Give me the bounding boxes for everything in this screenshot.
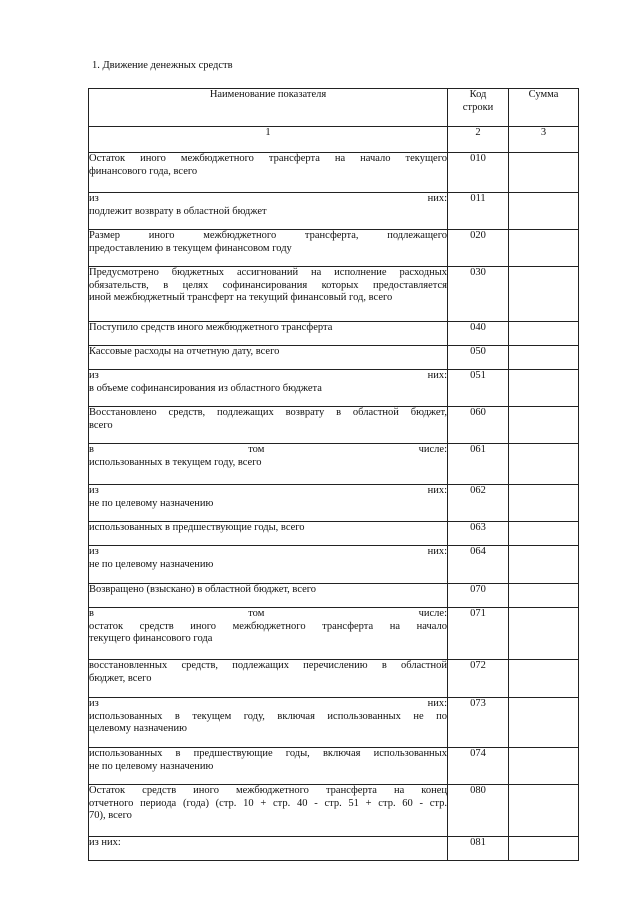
indicator-name-cell [89,193,448,230]
indicator-name-cell [89,444,448,485]
header-row-code [448,89,509,127]
sum-cell[interactable] [509,444,579,485]
indicator-name-cell [89,837,448,861]
row-code-cell: 030 [448,267,509,322]
column-number-2: 2 [448,127,509,153]
table-row [89,546,579,584]
indicator-name-line: финансового года, всего [89,165,198,177]
indicator-name-cell [89,660,448,698]
row-code-cell: 081 [448,837,509,861]
indicator-name-line: отчетного периода (года) (стр. 10 + стр. 40 - стр. 51 + стр. 60 - стр. [89,797,447,809]
row-code-cell: 061 [448,444,509,485]
sum-cell[interactable] [509,584,579,608]
column-number-1: 1 [89,127,448,153]
indicator-name-line: из них: [89,546,447,557]
row-code-cell: 072 [448,660,509,698]
indicator-name-line: всего [89,419,113,431]
sum-cell[interactable] [509,698,579,748]
sum-cell[interactable] [509,346,579,370]
indicator-name-line: из них: [89,485,447,496]
indicator-name-line: в том числе: [89,608,447,619]
header-code-line1: Код [469,89,487,100]
row-code-cell: 071 [448,608,509,660]
row-code-cell: 060 [448,407,509,444]
indicator-name-line: обязательств, в целях софинансирования которых предоставляется [89,279,447,291]
table-row [89,153,579,193]
row-code-cell: 080 [448,785,509,837]
row-code-cell: 010 [448,153,509,193]
sum-cell[interactable] [509,837,579,861]
indicator-name-line: восстановленных средств, подлежащих перечислению в областной [89,660,447,671]
row-code-cell: 073 [448,698,509,748]
row-code-cell: 063 [448,522,509,546]
indicator-name-line: использованных в предшествующие годы, включая использованных [89,748,447,759]
indicator-name-line: целевому назначению [89,723,187,734]
indicator-name-line: из них: [89,370,447,381]
indicator-name-line: не по целевому назначению [89,558,214,570]
indicator-name-cell [89,522,448,546]
indicator-name-cell [89,584,448,608]
indicator-name-line: предоставлению в текущем финансовом году [89,242,292,254]
indicator-name-line: иной межбюджетный трансферт на текущий финансовый год, всего [89,292,393,303]
indicator-name-line: в том числе: [89,444,447,455]
indicator-name-cell [89,153,448,193]
indicator-name-line: бюджет, всего [89,672,152,684]
indicator-name-cell [89,230,448,267]
sum-cell[interactable] [509,485,579,522]
indicator-name-line: Поступило средств иного межбюджетного трансферта [89,322,333,333]
table-row [89,485,579,522]
indicator-name-line: использованных в текущем году, включая использованных не по [89,710,447,722]
row-code-cell: 040 [448,322,509,346]
indicator-name-cell [89,546,448,584]
sum-cell[interactable] [509,785,579,837]
table-row [89,522,579,546]
indicator-name-line: подлежит возврату в областной бюджет [89,205,267,217]
table-row [89,608,579,660]
indicator-name-line: Кассовые расходы на отчетную дату, всего [89,346,280,357]
indicator-name-cell [89,785,448,837]
indicator-name-line: не по целевому назначению [89,760,214,772]
header-sum: Сумма [509,89,579,127]
table-row [89,407,579,444]
table-row [89,322,579,346]
row-code-cell: 050 [448,346,509,370]
indicator-name-line: Остаток иного межбюджетного трансферта на начало текущего [89,153,447,164]
row-code-cell: 074 [448,748,509,785]
sum-cell[interactable] [509,370,579,407]
cash-flow-table [88,88,579,861]
indicator-name-line: из них: [89,193,447,204]
indicator-name-line: использованных в предшествующие годы, всего [89,522,305,533]
table-row [89,267,579,322]
header-indicator-name: Наименование показателя [89,89,448,127]
table-row [89,370,579,407]
row-code-cell: 011 [448,193,509,230]
indicator-name-line: Размер иного межбюджетного трансферта, подлежащего [89,230,447,241]
indicator-name-line: 70), всего [89,810,132,821]
table-row [89,698,579,748]
indicator-name-cell [89,267,448,322]
sum-cell[interactable] [509,193,579,230]
indicator-name-line: из них: [89,837,121,848]
indicator-name-line: не по целевому назначению [89,497,214,509]
row-code-cell: 062 [448,485,509,522]
indicator-name-line: Остаток средств иного межбюджетного трансферта на конец [89,785,447,796]
table-body [89,153,579,861]
indicator-name-line: Возвращено (взыскано) в областной бюджет, всего [89,584,317,595]
sum-cell[interactable] [509,608,579,660]
sum-cell[interactable] [509,748,579,785]
column-number-3: 3 [509,127,579,153]
indicator-name-line: Предусмотрено бюджетных ассигнований на исполнение расходных [89,267,447,278]
sum-cell[interactable] [509,522,579,546]
table-row [89,444,579,485]
sum-cell[interactable] [509,267,579,322]
table-row [89,584,579,608]
indicator-name-cell [89,407,448,444]
indicator-name-cell [89,485,448,522]
table-row [89,346,579,370]
indicator-name-line: использованных в текущем году, всего [89,456,262,468]
indicator-name-line: остаток средств иного межбюджетного трансферта на начало [89,620,447,632]
indicator-name-cell [89,322,448,346]
row-code-cell: 064 [448,546,509,584]
indicator-name-line: Восстановлено средств, подлежащих возврату в областной бюджет, [89,407,447,418]
indicator-name-cell [89,608,448,660]
indicator-name-cell [89,748,448,785]
row-code-cell: 070 [448,584,509,608]
indicator-name-cell [89,698,448,748]
indicator-name-line: в объеме софинансирования из областного бюджета [89,382,322,394]
sum-cell[interactable] [509,407,579,444]
table-row [89,193,579,230]
indicator-name-cell [89,370,448,407]
sum-cell[interactable] [509,230,579,267]
sum-cell[interactable] [509,322,579,346]
table-row [89,785,579,837]
row-code-cell: 051 [448,370,509,407]
header-code-line2: строки [462,101,494,113]
indicator-name-line: текущего финансового года [89,633,213,644]
sum-cell[interactable] [509,546,579,584]
sum-cell[interactable] [509,153,579,193]
table-row [89,230,579,267]
table-row [89,748,579,785]
table-row [89,837,579,861]
indicator-name-cell [89,346,448,370]
indicator-name-line: из них: [89,698,447,709]
row-code-cell: 020 [448,230,509,267]
table-row [89,660,579,698]
section-title: 1. Движение денежных средств [92,60,233,71]
sum-cell[interactable] [509,660,579,698]
